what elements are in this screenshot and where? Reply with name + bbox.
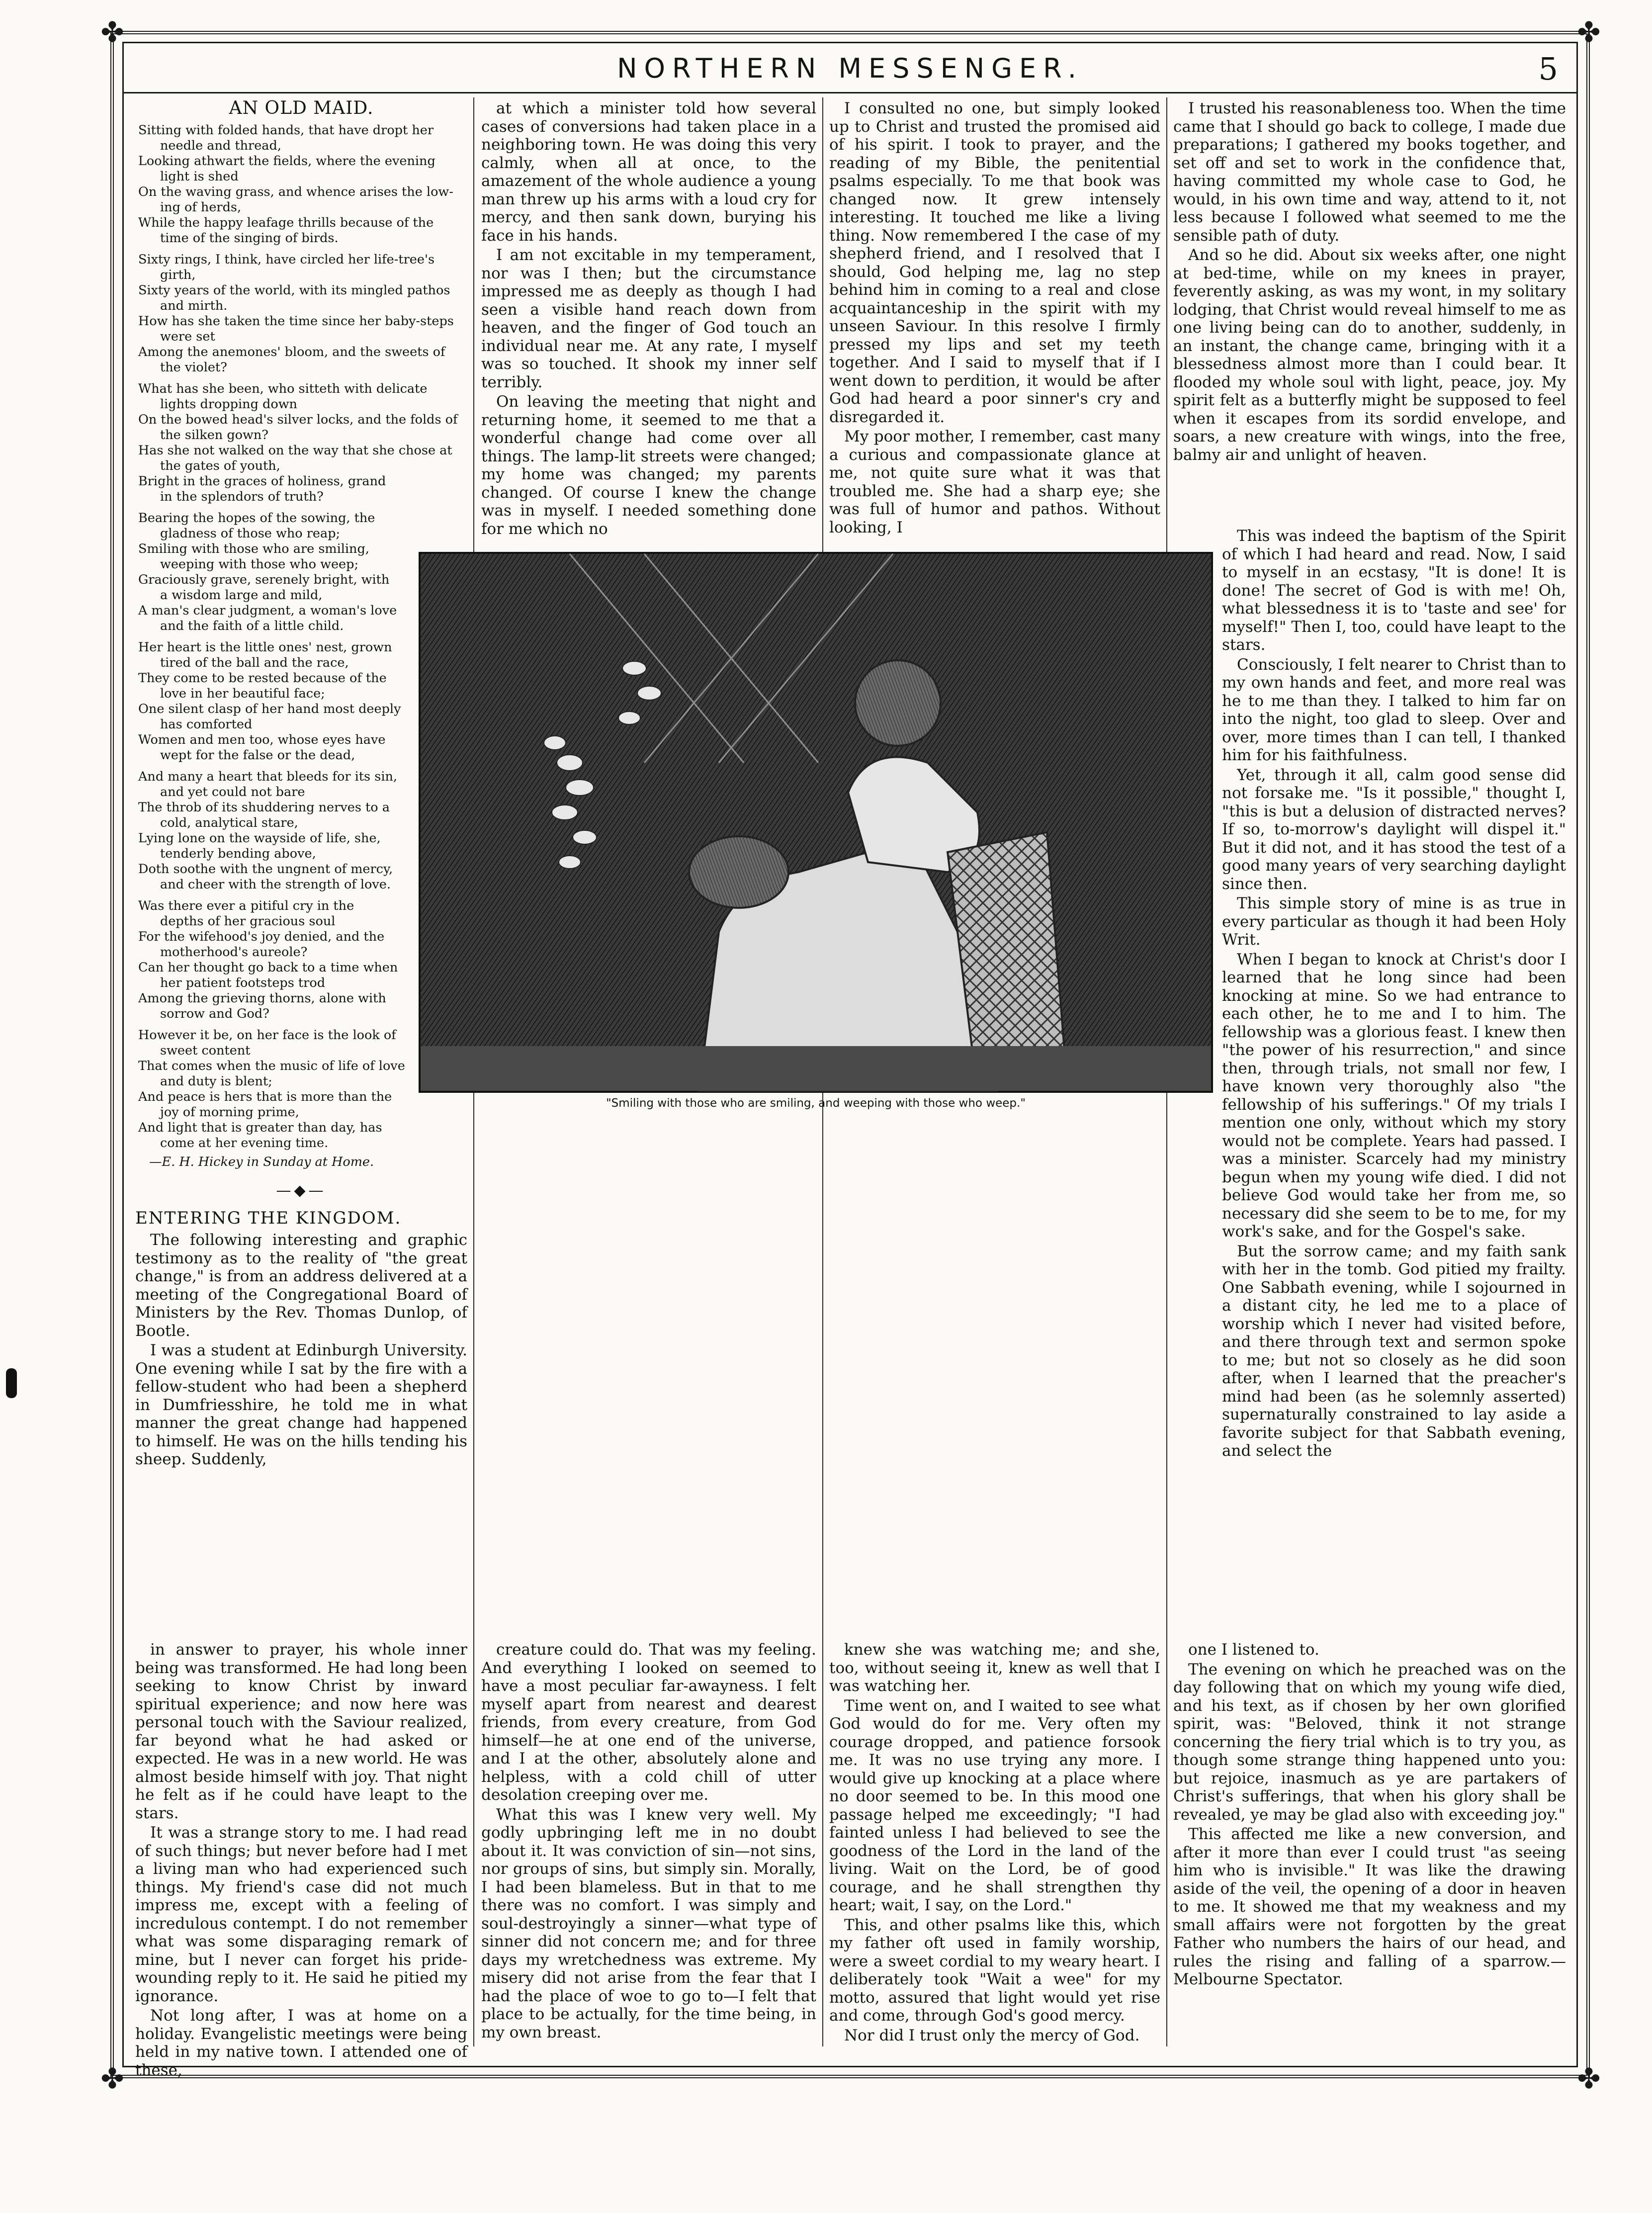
poem-stanzas: [135, 123, 467, 1151]
poem-line: Can her thought go back to a time when: [138, 960, 398, 975]
corner-ornament-bottom-left: ✤: [100, 2063, 124, 2095]
column-3-lower: [829, 1641, 1160, 2058]
poem-title: AN OLD MAID.: [229, 98, 374, 118]
poem-stanza: [135, 252, 467, 375]
corner-ornament-bottom-right: ✤: [1577, 2063, 1601, 2095]
article-paragraph: one I listened to.: [1188, 1641, 1319, 1659]
article-intro: The following interesting and graphic testimony as to the reality of "the great change," is from an address delivered at a meeting of the Congregational Board of Ministers by the Rev. Thomas Dunlop, of Bootle.: [135, 1231, 467, 1340]
poem-line: lights dropping down: [160, 396, 297, 412]
poem-line: a wisdom large and mild,: [160, 587, 323, 603]
poem-line: That comes when the music of life of love: [138, 1058, 405, 1073]
poem-stanza: [135, 1028, 467, 1151]
poem-line: One silent clasp of her hand most deeply: [138, 701, 401, 716]
article-col3-top: [829, 99, 1160, 536]
column-1-upper: [135, 99, 467, 1606]
poem-line: joy of morning prime,: [160, 1104, 299, 1120]
poem-line: And light that is greater than day, has: [138, 1120, 382, 1135]
margin-binding-mark: [6, 1368, 17, 1398]
poem-stanza: [135, 898, 467, 1022]
poem-stanza: [135, 381, 467, 505]
article-paragraph: I trusted his reasonableness too. When the time came that I should go back to college, I made due preparations; I gathered my books together, and set off and set to work in the confidence that, having committed my whole case to God, he would, in his own time and way, attend to it, not less because I followed what seemed to me the sensible path of duty.: [1173, 99, 1566, 245]
poem-line: And many a heart that bleeds for its sin,: [138, 769, 398, 784]
poem-line: Sitting with folded hands, that have dropt her: [138, 122, 434, 138]
poem-line: light is shed: [160, 169, 239, 184]
poem-line: They come to be rested because of the: [138, 670, 387, 686]
poem-line: and cheer with the strength of love.: [160, 877, 391, 892]
poem-line: ing of herds,: [160, 199, 242, 215]
article-paragraph: Consciously, I felt nearer to Christ than to my own hands and feet, and more real was he to me than they. I talked to him far on into the night, too glad to sleep. Over and over, more times than I can tell, I thanked him for his faithfulness.: [1222, 655, 1566, 764]
poem-line: and the faith of a little child.: [160, 618, 344, 633]
poem: [135, 99, 467, 1171]
article-paragraph: creature could do. That was my feeling. And everything I looked on seemed to have a most peculiar far-awayness. I felt myself apart from nearest and dearest friends, from every creature, from God himself—he at one end of the universe, and I at the other, absolutely alone and helpless, with a cold chill of utter desolation creeping over me.: [481, 1641, 816, 1804]
article-col2-top: [481, 99, 816, 538]
poem-line: needle and thread,: [160, 138, 281, 153]
article-paragraph: This affected me like a new conversion, and after it more than ever I could trust "as seeing him who is invisible." It was like the drawing aside of the veil, the opening of a door in heaven to me. It showed me that my weakness and my small affairs were not forgotten by the great Father who numbers the hairs of our head, and rules the rising and falling of a sparrow.—Melbourne Spectator.: [1173, 1825, 1566, 1988]
column-3-upper: [829, 99, 1160, 542]
poem-line: girth,: [160, 267, 196, 282]
corner-ornament-top-right: ✤: [1577, 16, 1601, 49]
article-col1-a: [135, 1341, 467, 1469]
article-paragraph: in answer to prayer, his whole inner being was transformed. He had long been seeking to know Christ by inward spiritual experience; and now here was personal touch with the Saviour realized, far beyond what he had asked or expected. He was in a new world. He was almost beside himself with joy. That night he felt as if he could have leapt to the stars.: [135, 1641, 467, 1822]
article-paragraph: When I began to knock at Christ's door I learned that he long since had been knocking at mine. So we had entrance to each other, he to me and I to him. The fellowship was a glorious feast. I knew then "the power of his resurrection," and since then, through trials, not small nor few, I have known very thoroughly also "the fellowship of his sufferings." Of my trials I mention one only, without which my story would not be complete. Years had passed. I was a minister. Scarcely had my ministry begun when my young wife died. I did not believe God would take her from me, so necessary did she seem to be to me, for my work's sake, and for the Gospel's sake.: [1222, 950, 1566, 1240]
article-col4-top: [1173, 99, 1566, 464]
poem-line: Has she not walked on the way that she chose at: [138, 443, 452, 458]
poem-line: Women and men too, whose eyes have: [138, 732, 386, 747]
poem-stanza: [135, 769, 467, 892]
stanza-gap: [135, 1022, 467, 1028]
article-paragraph: This, and other psalms like this, which my father oft used in family worship, were a sweet cordial to my weary heart. I deliberately took "Wait a wee" for my motto, assured that light would yet rise and come, through God's good mercy.: [829, 1916, 1160, 2025]
article-paragraph: knew she was watching me; and she, too, without seeing it, knew as well that I was watching her.: [829, 1641, 1160, 1695]
poem-attribution: —E. H. Hickey in Sunday at Home.: [149, 1154, 374, 1169]
poem-line: depths of her gracious soul: [160, 913, 336, 929]
stanza-gap: [135, 763, 467, 769]
article-col4-bottom: [1173, 1641, 1566, 1989]
poem-line: Sixty rings, I think, have circled her life-tree's: [138, 252, 435, 267]
poem-line: Lying lone on the wayside of life, she,: [138, 830, 381, 846]
stanza-gap: [135, 375, 467, 381]
article-paragraph: I consulted no one, but simply looked up to Christ and trusted the promised aid of his spirit. I took to prayer, and the reading of my Bible, the penitential psalms especially. To me that book was changed now. It grew intensely interesting. It touched me like a living thing. Now remembered I the case of my shepherd friend, and I resolved that I should, God helping me, lag no step behind him in coming to a real and close acquaintanceship in the spirit with my unseen Saviour. In this resolve I firmly pressed my lips and set my teeth together. And I said to myself that if I went down to perdition, it would be after God had heard a poor sinner's cry and disregarded it.: [829, 99, 1160, 426]
poem-line: were set: [160, 329, 215, 344]
article-paragraph: This simple story of mine is as true in every particular as though it had been Holy Writ.: [1222, 894, 1566, 949]
article-paragraph: My poor mother, I remember, cast many a curious and compassionate glance at me, not quite sure what it was that troubled me. She had a sharp eye; she was full of humor and pathos. Without looking, I: [829, 428, 1160, 536]
poem-line: A man's clear judgment, a woman's love: [138, 603, 397, 618]
stanza-gap: [135, 505, 467, 511]
poem-line: in the splendors of truth?: [160, 489, 324, 504]
column-2-lower: [481, 1641, 816, 2058]
poem-line: and duty is blent;: [160, 1073, 272, 1089]
poem-line: weeping with those who weep;: [160, 556, 359, 572]
engraving-old-woman-and-child: [419, 552, 1213, 1093]
poem-line: and mirth.: [160, 298, 228, 313]
article-title: ENTERING THE KINGDOM.: [135, 1208, 402, 1228]
poem-line: gladness of those who reap;: [160, 526, 341, 541]
poem-line: What has she been, who sitteth with delicate: [138, 381, 428, 396]
poem-line: Among the grieving thorns, alone with: [138, 990, 386, 1006]
poem-line: the gates of youth,: [160, 458, 280, 473]
column-4-lower: [1173, 1641, 1566, 2058]
poem-line: sorrow and God?: [160, 1006, 269, 1021]
article-paragraph: Not long after, I was at home on a holiday. Evangelistic meetings were being held in my native town. I attended one of these,: [135, 2007, 467, 2079]
poem-line: has comforted: [160, 716, 253, 732]
article-paragraph: at which a minister told how several cases of conversions had taken place in a neighboring town. He was doing this very calmly, when all at once, to the amazement of the whole audience a young man threw up his arms with a loud cry for mercy, and then sank down, burying his face in his hands.: [481, 99, 816, 245]
poem-line: time of the singing of birds.: [160, 230, 339, 246]
poem-line: On the waving grass, and whence arises the low-: [138, 184, 453, 199]
poem-line: And peace is hers that is more than the: [138, 1089, 392, 1104]
article-col2-bottom: [481, 1641, 816, 2041]
poem-line: Doth soothe with the ungnent of mercy,: [138, 861, 393, 877]
poem-line: and yet could not bare: [160, 784, 305, 799]
page-number: 5: [1538, 51, 1558, 87]
poem-stanza: [135, 640, 467, 763]
column-1-lower: [135, 1641, 467, 2079]
article-paragraph: On leaving the meeting that night and returning home, it seemed to me that a wonderful change had come over all things. The lamp-lit streets were changed; my home was changed; my parents changed. Of course I knew the change was in myself. I needed something done for me which no: [481, 393, 816, 538]
poem-line: wept for the false or the dead,: [160, 747, 355, 763]
poem-line: Sixty years of the world, with its mingled pathos: [138, 282, 450, 298]
child-head: [689, 836, 788, 908]
article-paragraph: What this was I knew very well. My godly upbringing left me in no doubt about it. It was conviction of sin—not sins, nor groups of sins, but simply sin. Morally, I had been blameless. But in that to me there was no comfort. I was simply and soul-destroyingly a sinner—what type of sinner did not concern me; and for three days my wretchedness was extreme. My misery did not arise from the fear that I had the place of woe to go to—I felt that place to be actually, for the time being, in my own breast.: [481, 1805, 816, 2041]
article-col1-b: [135, 1641, 467, 2079]
woman-head: [855, 660, 941, 746]
article-paragraph: This was indeed the baptism of the Spirit of which I had heard and read. Now, I said to myself in an ecstasy, "It is done! It is done! The secret of God is with me! Oh, what blessedness it is to 'taste and see' for myself!" Then I, too, could have leapt to the stars.: [1222, 527, 1566, 654]
stanza-gap: [135, 246, 467, 252]
column-4-upper: [1173, 99, 1566, 527]
poem-line: Her heart is the little ones' nest, grown: [138, 639, 392, 655]
article-paragraph: I am not excitable in my temperament, nor was I then; but the circumstance impressed me as deeply as though I had seen a visible hand reach down from heaven, and the finger of God touch an individual near me. At any rate, I myself was so touched. It shook my inner self terribly.: [481, 246, 816, 391]
article-paragraph: Nor did I trust only the mercy of God.: [844, 2026, 1140, 2044]
article-paragraph: The evening on which he preached was on the day following that on which my young wife died, and his text, as if chosen by her own glorified spirit, was: "Beloved, think it not strange concerning the fiery trial which is to try you, as though some strange thing happened unto you: but rejoice, inasmuch as ye are partakers of Christ's sufferings, that when his glory shall be revealed, ye may be glad also with exceeding joy.": [1173, 1660, 1566, 1824]
article-paragraph: I was a student at Edinburgh University. One evening while I sat by the fire with a fellow-student who had been a shepherd in Dumfriesshire, he told me in what manner the great change had happened to himself. He was on the hills tending his sheep. Suddenly,: [135, 1341, 467, 1468]
poem-line: The throb of its shuddering nerves to a: [138, 799, 390, 815]
corner-ornament-top-left: ✤: [100, 16, 124, 49]
poem-line: motherhood's aureole?: [160, 944, 308, 960]
poem-line: Looking athwart the fields, where the evening: [138, 153, 435, 169]
poem-stanza: [135, 123, 467, 246]
grass-ground: [421, 1046, 1211, 1091]
stanza-gap: [135, 634, 467, 640]
poem-stanza: [135, 511, 467, 634]
poem-line: come at her evening time.: [160, 1135, 329, 1151]
article-paragraph: And so he did. About six weeks after, one night at bed-time, while on my knees in prayer, feverently asking, as was my wont, in my solitary lodging, that Christ would reveal himself to me as one living being can do to another, suddenly, in an instant, the change came, bringing with it a blessedness almost more than I could bear. It flooded my whole soul with light, peace, joy. My spirit felt as a butterfly might be supposed to feel when it escapes from its sordid envelope, and soars, a new creature with wings, into the free, balmy air and unlight of heaven.: [1173, 246, 1566, 464]
poem-line: Graciously grave, serenely bright, with: [138, 572, 390, 587]
article-paragraph: It was a strange story to me. I had read of such things; but never before had I met a living man who had experienced such things. My friend's case did not much impress me, except with a feeling of incredulous contempt. I do not remember what was some disparaging remark of mine, but I never can forget his pride-wounding reply to it. He said he pitied my ignorance.: [135, 1824, 467, 2005]
newspaper-title: NORTHERN MESSENGER.: [617, 53, 1083, 84]
poem-line: Among the anemones' bloom, and the sweets of: [138, 344, 445, 359]
poem-line: While the happy leafage thrills because of the: [138, 215, 434, 230]
article-paragraph: Time went on, and I waited to see what God would do for me. Very often my courage dropped, and patience forsook me. It was no use trying any more. I would give up knocking at a place where no door seemed to be. In this mood one passage helped me exceedingly; "I had fainted unless I had believed to see the goodness of the Lord in the land of the living. Wait on the Lord, be of good courage, and he shall strengthen thy heart; wait, I say, on the Lord.": [829, 1696, 1160, 1914]
poem-line: Bearing the hopes of the sowing, the: [138, 510, 375, 526]
poem-line: However it be, on her face is the look of: [138, 1027, 396, 1043]
poem-line: sweet content: [160, 1043, 251, 1058]
poem-line: love in her beautiful face;: [160, 686, 325, 701]
column-4-side: [1222, 527, 1566, 1666]
section-divider: —◆—: [276, 1182, 327, 1199]
poem-line: her patient footsteps trod: [160, 975, 326, 990]
article-col4-side: [1222, 527, 1566, 1460]
poem-line: the violet?: [160, 359, 227, 375]
poem-line: tired of the ball and the race,: [160, 655, 349, 670]
article-col3-bottom: [829, 1641, 1160, 2044]
article-paragraph: But the sorrow came; and my faith sank with her in the tomb. God pitied my frailty. One Sabbath evening, while I sojourned in a distant city, he led me to a place of worship which I never had visited before, and there through text and sermon spoke to me; but not so closely as he did soon after, when I learned that the preacher's mind had been (as he solemnly asserted) supernaturally constrained to lay aside a favorite subject for that Sabbath evening, and select the: [1222, 1242, 1566, 1460]
poem-line: Smiling with those who are smiling,: [138, 541, 369, 556]
poem-line: tenderly bending above,: [160, 846, 316, 861]
masthead: [122, 48, 1578, 93]
poem-line: For the wifehood's joy denied, and the: [138, 929, 385, 944]
poem-line: cold, analytical stare,: [160, 815, 298, 830]
poem-line: Was there ever a pitiful cry in the: [138, 898, 354, 913]
stanza-gap: [135, 892, 467, 898]
poem-line: Bright in the graces of holiness, grand: [138, 473, 386, 489]
engraving-caption: "Smiling with those who are smiling, and weeping with those who weep.": [606, 1097, 1026, 1110]
poem-line: How has she taken the time since her baby-steps: [138, 313, 454, 329]
poem-line: the silken gown?: [160, 427, 268, 443]
column-2-upper: [481, 99, 816, 542]
article-paragraph: Yet, through it all, calm good sense did not forsake me. "Is it possible," thought I, "this is but a delusion of distracted nerves? If so, to-morrow's daylight will dispel it." But it did not, and it has stood the test of a good many years of very searching daylight since then.: [1222, 766, 1566, 893]
poem-line: On the bowed head's silver locks, and the folds of: [138, 412, 458, 427]
engraving-drawing: [421, 554, 1211, 1091]
